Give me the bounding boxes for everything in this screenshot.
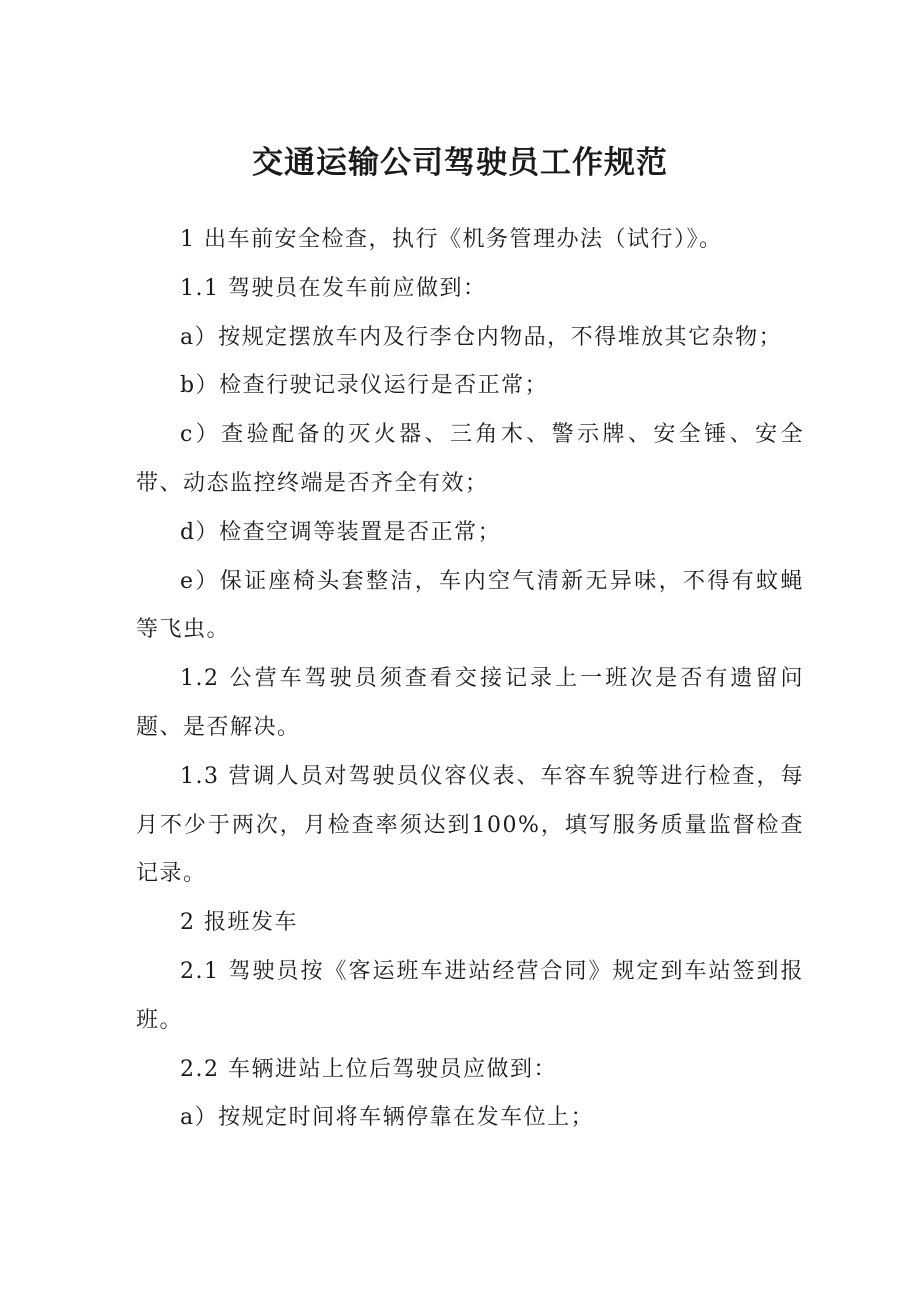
paragraph-1-1-e: e）保证座椅头套整洁，车内空气清新无异味，不得有蚊蝇等飞虫。 [136,568,804,643]
paragraph-1: 1 出车前安全检查，执行《机务管理办法（试行）》。 [180,227,723,252]
paragraph-1-1-c: c）查验配备的灭火器、三角木、警示牌、安全锤、安全带、动态监控终端是否齐全有效； [136,422,804,496]
document-body [136,216,804,1143]
paragraph-1-3: 1.3 营调人员对驾驶员仪容仪表、车容车貌等进行检查，每月不少于两次，月检查率须达到100%，填写服务质量监督检查记录。 [136,763,804,887]
paragraph-2-2-a: a）按规定时间将车辆停靠在发车位上； [180,1105,595,1131]
paragraph-1-2: 1.2 公营车驾驶员须查看交接记录上一班次是否有遗留问题、是否解决。 [136,666,804,740]
paragraph-1-1: 1.1 驾驶员在发车前应做到： [180,275,487,301]
paragraph-1-1-b: b）检查行驶记录仪运行是否正常； [180,373,549,399]
paragraph-2: 2 报班发车 [180,910,298,936]
document-title: 交通运输公司驾驶员工作规范 [252,145,668,181]
paragraph-1-1-a: a）按规定摆放车内及行李仓内物品，不得堆放其它杂物； [180,324,783,350]
paragraph-1-1-d: d）检查空调等装置是否正常； [180,519,502,545]
paragraph-2-1: 2.1 驾驶员按《客运班车进站经营合同》规定到车站签到报班。 [136,958,804,1033]
paragraph-2-2: 2.2 车辆进站上位后驾驶员应做到： [180,1056,557,1082]
